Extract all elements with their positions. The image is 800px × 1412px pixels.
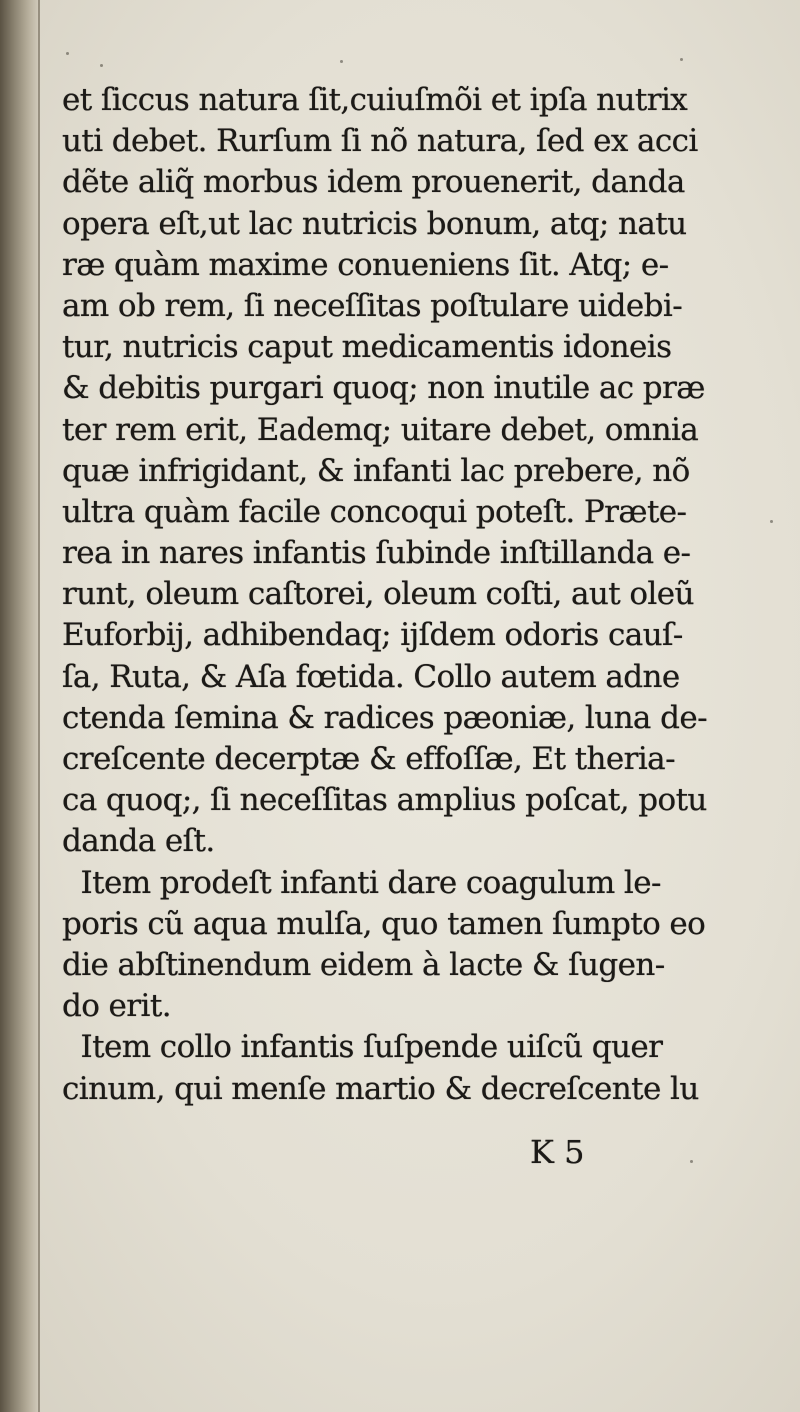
text-line-15: ſa, Ruta, & Aſa fœtida. Collo autem adne (62, 658, 680, 695)
ink-speck (690, 1160, 693, 1163)
ink-speck (340, 60, 343, 63)
text-line-14: Euforbij, adhibendaq; ijſdem odoris cauſ- (62, 617, 683, 654)
ink-speck (680, 58, 683, 61)
book-spine-shadow (0, 0, 40, 1412)
gutter-edge (38, 0, 40, 1412)
text-line-6: am ob rem, ſi neceſſitas poſtulare uidebi- (62, 287, 683, 324)
text-line-2: uti debet. Rurſum ſi nõ natura, ſed ex acci (62, 123, 698, 160)
signature-mark: K 5 (530, 1133, 585, 1171)
text-line-4: opera eſt,ut lac nutricis bonum, atq; natu (62, 205, 687, 242)
text-line-5: ræ quàm maxime conueniens ſit. Atq; e- (62, 246, 669, 283)
text-line-9: ter rem erit, Eademq; uitare debet, omnia (62, 411, 699, 448)
text-line-3: dẽte aliq̃ morbus idem prouenerit, danda (62, 164, 685, 201)
text-line-19: danda eſt. (62, 823, 215, 860)
text-line-22: die abſtinendum eidem à lacte & ſugen- (62, 946, 665, 983)
text-line-25: cinum, qui menſe martio & decreſcente lu (62, 1070, 699, 1107)
text-line-24: Item collo infantis ſuſpende uiſcũ quer (62, 1029, 663, 1066)
ink-speck (770, 520, 773, 523)
text-line-11: ultra quàm facile concoqui poteſt. Præte- (62, 493, 687, 530)
page-text (62, 80, 712, 1110)
text-line-13: runt, oleum caſtorei, oleum coſti, aut oleũ (62, 576, 694, 613)
text-line-23: do erit. (62, 988, 171, 1025)
text-line-1: et ſiccus natura ſit,cuiuſmõi et ipſa nutrix (62, 82, 688, 118)
text-line-10: quæ infrigidant, & infanti lac prebere, nõ (62, 452, 690, 489)
text-line-20: Item prodeſt infanti dare coagulum le- (62, 864, 661, 901)
text-line-17: creſcente decerptæ & effoſſæ, Et theria- (62, 741, 675, 777)
text-line-8: & debitis purgari quoq; non inutile ac præ (62, 370, 705, 407)
text-line-16: ctenda ſemina & radices pæoniæ, luna de- (62, 699, 707, 736)
text-line-21: poris cũ aqua mulſa, quo tamen ſumpto eo (62, 905, 706, 942)
ink-speck (100, 64, 103, 67)
text-line-18: ca quoq;, ſi neceſſitas amplius poſcat, potu (62, 782, 707, 819)
text-line-12: rea in nares infantis ſubinde inſtillanda e- (62, 535, 691, 572)
ink-speck (66, 52, 69, 55)
text-line-7: tur, nutricis caput medicamentis idoneis (62, 329, 672, 366)
